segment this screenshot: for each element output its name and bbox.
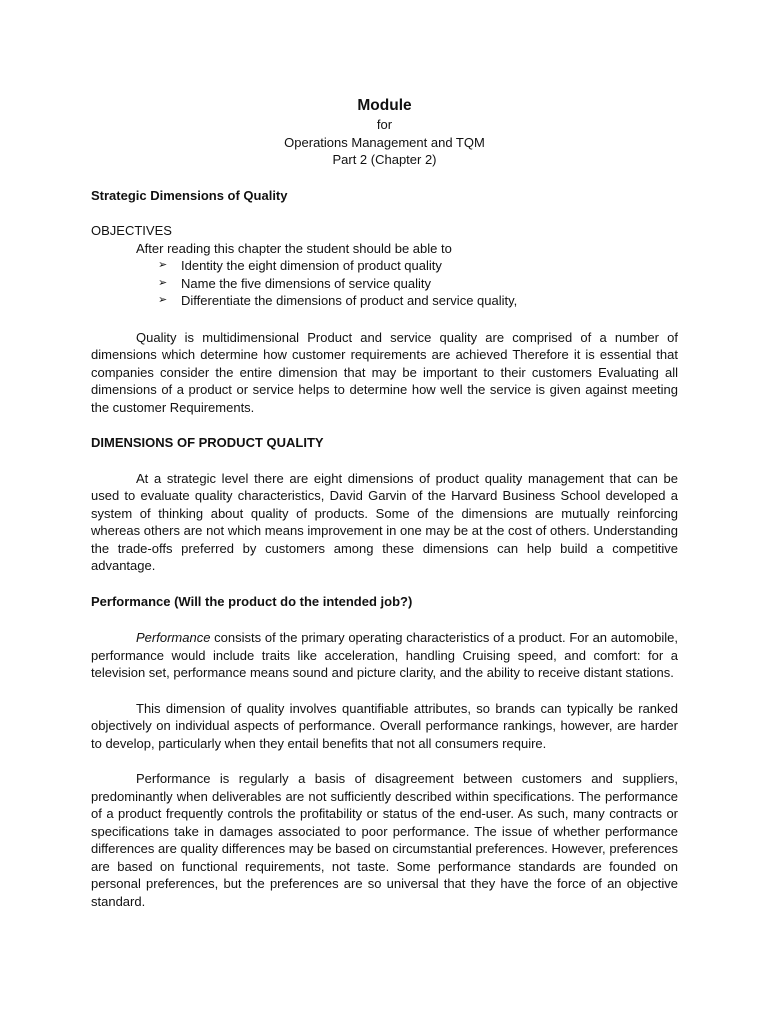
intro-paragraph: Quality is multidimensional Product and service quality are comprised of a number of dimensions which determine how customer requirements are achieved Therefore it is essential that companies consider the entire dimension that may be important to their customers Evaluating all dimensions of a product or service helps to determine how well the service is given against meeting the customer Requirements.: [91, 329, 678, 415]
performance-heading: Performance (Will the product do the intended job?): [91, 593, 413, 609]
document-body: [91, 96, 678, 910]
arrow-bullet-icon: ➢: [158, 276, 168, 289]
performance-paragraph-1-text: consists of the primary operating characteristics of a product. For an automobile, performance would include traits like acceleration, handling Cruising speed, and comfort: for a television set, performance means sound and picture clarity, and the ability to receive distant stations.: [91, 630, 678, 680]
objective-text: Differentiate the dimensions of product and service quality,: [181, 293, 518, 308]
objective-item: [158, 292, 678, 310]
arrow-bullet-icon: ➢: [158, 294, 168, 306]
objective-text: Identity the eight dimension of product quality: [181, 258, 442, 273]
objectives-heading: OBJECTIVES: [91, 223, 172, 238]
for-line: for: [376, 117, 393, 132]
objective-text: Name the five dimensions of service quality: [181, 275, 432, 291]
part-label: Part 2 (Chapter 2): [332, 152, 437, 167]
course-title: Operations Management and TQM: [284, 134, 485, 150]
product-quality-paragraph: At a strategic level there are eight dimensions of product quality management that can be used to evaluate quality characteristics, David Garvin of the Harvard Business School developed a system of thinking about quality of products. Some of the dimensions are mutually reinforcing whereas others are not which means improvement in one may be at the cost of others. Understanding the trade-offs preferred by customers among these dimensions can help build a competitive advantage.: [91, 470, 678, 573]
performance-term: Performance: [136, 630, 211, 645]
arrow-bullet-icon: ➢: [158, 259, 168, 271]
objective-item: [158, 257, 678, 275]
product-quality-heading: DIMENSIONS OF PRODUCT QUALITY: [91, 435, 324, 450]
objective-item: [158, 275, 678, 293]
performance-paragraph-1: [91, 629, 678, 682]
performance-paragraph-2: This dimension of quality involves quantifiable attributes, so brands can typically be ranked objectively on individual aspects of performance. Overall performance rankings, however, are harder to develop, particularly when they entail benefits that not all consumers require.: [91, 700, 678, 751]
objectives-list: [91, 257, 678, 310]
section-title: Strategic Dimensions of Quality: [91, 187, 288, 203]
objectives-intro: After reading this chapter the student should be able to: [136, 240, 452, 256]
module-title: Module: [357, 97, 412, 114]
performance-paragraph-3: Performance is regularly a basis of disagreement between customers and suppliers, predominantly when deliverables are not sufficiently described within specifications. The performance of a product frequently controls the profitability or status of the end-user. As such, many contracts or specifications take in damages associated to poor performance. The issue of whether performance differences are quality differences may be based on circumstantial preferences. However, preferences are based on functional requirements, not taste. Some performance standards are founded on personal preferences, but the preferences are so universal that they have the force of an objective standard.: [91, 771, 678, 909]
